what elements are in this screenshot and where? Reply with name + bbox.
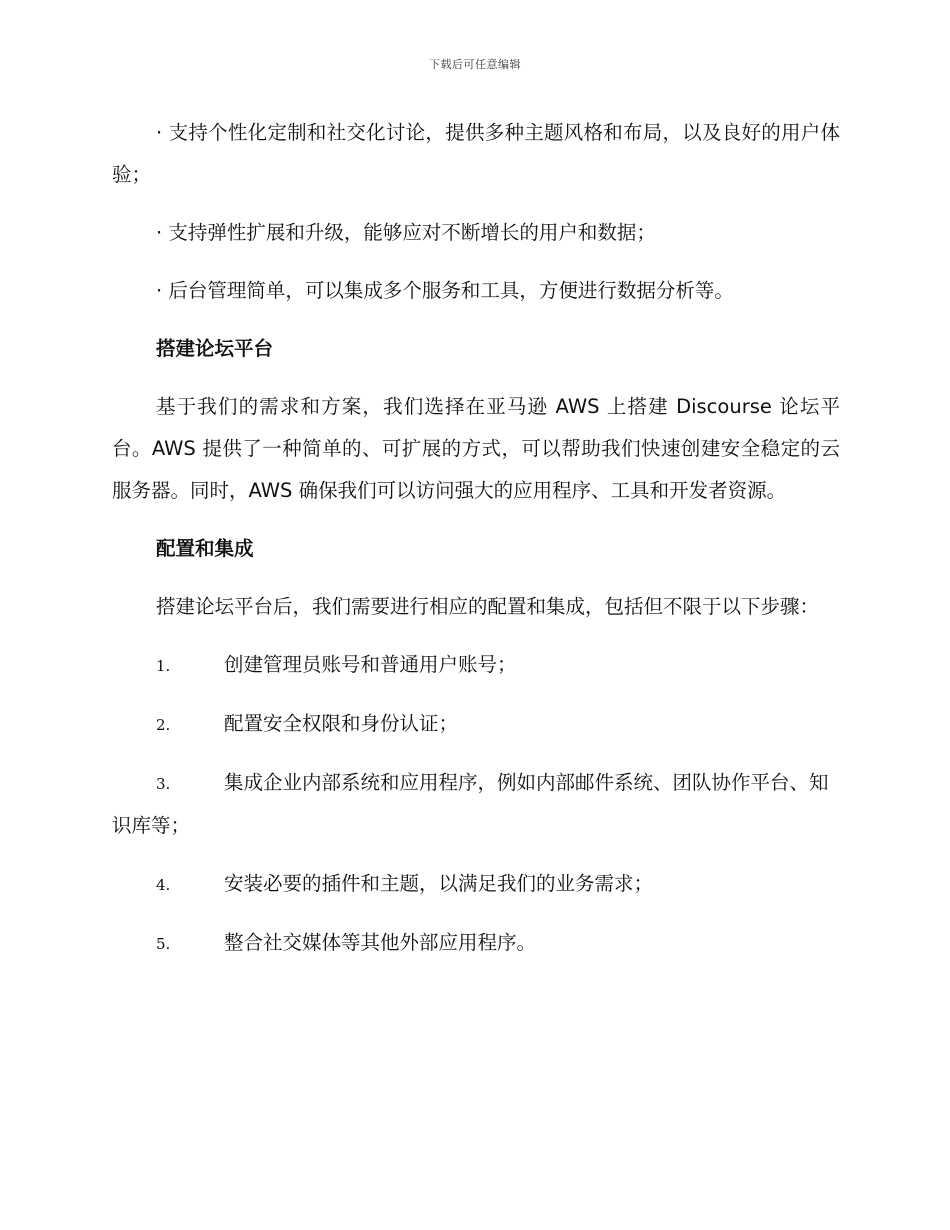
- list-item: [112, 922, 840, 965]
- document-body: [112, 112, 840, 981]
- list-item-text: 配置安全权限和身份认证；: [224, 712, 459, 735]
- list-item-number: 2.: [156, 716, 171, 734]
- list-item-text: 创建管理员账号和普通用户账号；: [224, 653, 517, 676]
- list-item-number: 1.: [156, 657, 171, 675]
- list-item: [112, 703, 840, 746]
- list-item: [112, 863, 840, 906]
- list-item-text: 集成企业内部系统和应用程序，例如内部邮件系统、团队协作平台、知识库等；: [112, 771, 829, 837]
- list-item: [112, 644, 840, 687]
- section-heading-build-forum: 搭建论坛平台: [156, 337, 274, 360]
- list-item-number: 5.: [156, 935, 171, 953]
- page-header-note: 下载后可任意编辑: [429, 58, 521, 71]
- list-item-number: 4.: [156, 876, 171, 894]
- list-item-number: 3.: [156, 775, 171, 793]
- list-item-text: 整合社交媒体等其他外部应用程序。: [224, 931, 537, 954]
- list-item-text: 安装必要的插件和主题，以满足我们的业务需求；: [224, 872, 654, 895]
- section-paragraph-build-forum: 基于我们的需求和方案，我们选择在亚马逊 AWS 上搭建 Discourse 论坛平台。AWS 提供了一种简单的、可扩展的方式，可以帮助我们快速创建安全稳定的云服务器。同时，AWS 确保我们可以访问强大的应用程序、工具和开发者资源。: [112, 395, 840, 502]
- bullet-item: · 支持弹性扩展和升级，能够应对不断增长的用户和数据；: [156, 221, 656, 244]
- section-heading-config-integration: 配置和集成: [156, 537, 254, 560]
- bullet-item: · 支持个性化定制和社交化讨论，提供多种主题风格和布局，以及良好的用户体验；: [112, 121, 840, 186]
- list-item: [112, 762, 840, 847]
- section-paragraph-config-integration: 搭建论坛平台后，我们需要进行相应的配置和集成，包括但不限于以下步骤：: [156, 595, 820, 618]
- bullet-item: · 后台管理简单，可以集成多个服务和工具，方便进行数据分析等。: [156, 279, 734, 302]
